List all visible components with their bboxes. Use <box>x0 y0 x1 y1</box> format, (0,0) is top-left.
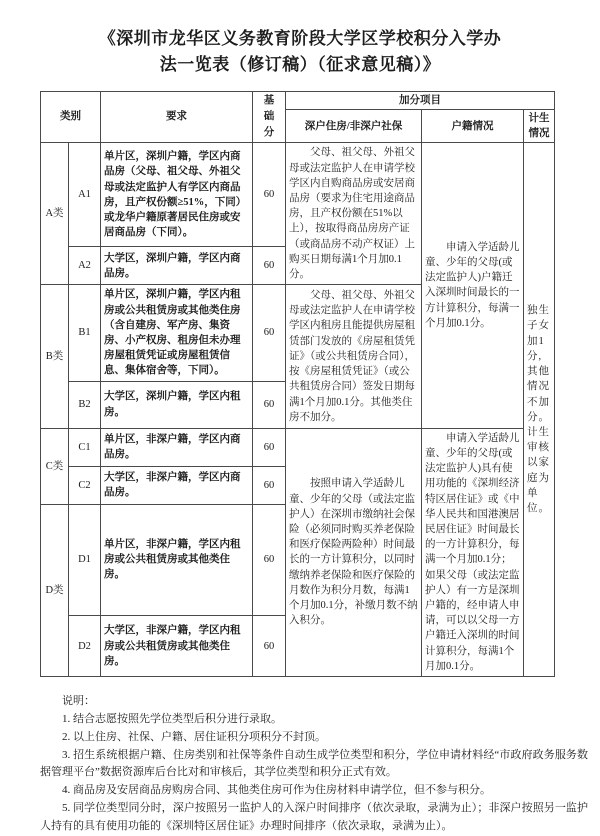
score-cell-c2: 60 <box>253 466 286 504</box>
notes-section <box>40 693 588 836</box>
code-cell-a2: A2 <box>69 247 101 285</box>
code-cell-d2: D2 <box>69 616 101 677</box>
bonus-family-planning-cell: 独生子女加1分,其他情况不加分。计生审核以家庭为单位。 <box>524 143 555 677</box>
req-cell-a2: 大学区，深圳户籍，学区内商品房。 <box>101 247 253 285</box>
bonus-household-ab-cell: 申请入学适龄儿童、少年的父母(或法定监护人)户籍迁入深圳时间最长的一方计算积分，每满一个月加0.1分。 <box>422 143 524 428</box>
score-cell-c1: 60 <box>253 428 286 466</box>
note-item-2: 2. 以上住房、社保、户籍、居住证积分项积分不封顶。 <box>62 730 326 743</box>
header-base-score-text: 基础分 <box>263 95 275 138</box>
header-housing-social: 深户住房/非深户社保 <box>286 109 422 142</box>
req-cell-a1: 单片区，深圳户籍，学区内商品房（父母、祖父母、外祖父母或法定监护人有学区内商品房，且产权份额≥51%，下同）或龙华户籍原著居民住房或安居商品房（下同）。 <box>101 143 253 247</box>
bonus-housing-b-cell: 父母、祖父母、外祖父母或法定监护人在申请学校学区内租房且能提供房屋租赁部门发放的《房屋租赁凭证》（或公共租赁房合同），按《房屋租赁凭证》（或公共租赁房合同）签发日期每满1个月加0.1分。其他类住房不加分。 <box>286 285 422 428</box>
code-cell-a1: A1 <box>69 143 101 247</box>
header-base-score <box>253 91 286 143</box>
group-label-a: A类 <box>41 143 69 285</box>
title-line-1: 《深圳市龙华区义务教育阶段大学区学校积分入学办 <box>98 29 502 48</box>
req-cell-b2: 大学区，深圳户籍，学区内租房。 <box>101 381 253 428</box>
score-cell-d2: 60 <box>253 616 286 677</box>
header-family-planning: 计生情况 <box>524 109 555 142</box>
policy-table <box>40 91 555 677</box>
header-bonus-items: 加分项目 <box>286 91 555 109</box>
note-item-4: 4. 商品房及安居商品房购房合同、其他类住房可作为住房材料申请学位，但不参与积分。 <box>62 784 491 797</box>
header-household: 户籍情况 <box>422 109 524 142</box>
document-title <box>32 26 568 79</box>
notes-label: 说明： <box>62 695 95 708</box>
req-cell-d2: 大学区，非深户籍，学区内租房或公共租赁房或其他类住房。 <box>101 616 253 677</box>
score-cell-a1: 60 <box>253 143 286 247</box>
code-cell-d1: D1 <box>69 504 101 616</box>
bonus-housing-a-cell: 父母、祖父母、外祖父母或法定监护人在申请学校学区内自购商品房或安居商品房（要求为住宅用途商品房，且产权份额在51%以上），按取得商品房房产证（或商品房不动产权证）上购买日期每满1个月加0.1分。 <box>286 143 422 285</box>
code-cell-c1: C1 <box>69 428 101 466</box>
code-cell-b1: B1 <box>69 285 101 381</box>
note-item-3: 3. 招生系统根据户籍、住房类别和社保等条件自动生成学位类型和积分，学位申请材料经“市政府政务服务数据管理平台”数据资源库后台比对和审核后，其学位类型和积分正式有效。 <box>40 748 588 779</box>
score-cell-b1: 60 <box>253 285 286 381</box>
score-cell-b2: 60 <box>253 381 286 428</box>
req-cell-b1: 单片区，深圳户籍，学区内租房或公共租赁房或其他类住房（含自建房、军产房、集资房、小产权房、租房但未办理房屋租赁凭证或房屋租赁信息、集体宿舍等，下同）。 <box>101 285 253 381</box>
req-cell-d1: 单片区，非深户籍，学区内租房或公共租赁房或其他类住房。 <box>101 504 253 616</box>
header-category: 类别 <box>41 91 101 143</box>
title-line-2: 法一览表（修订稿）（征求意见稿）》 <box>159 55 441 75</box>
note-item-5: 5. 同学位类型同分时，深户按照另一监护人的入深户时间排序（依次录取，录满为止）；非深户按照另一监护人持有的具有使用功能的《深圳特区居住证》办理时间排序（依次录取，录满为止）。 <box>40 802 588 832</box>
header-requirement: 要求 <box>101 91 253 143</box>
group-label-d: D类 <box>41 504 69 677</box>
score-cell-d1: 60 <box>253 504 286 616</box>
bonus-social-cd-cell: 按照申请入学适龄儿童、少年的父母（或法定监护人）在深圳市缴纳社会保险（必须同时购买养老保险和医疗保险两险种）时间最长的一方计算积分，以同时缴纳养老保险和医疗保险的月数作为积分月数，每满1个月加0.1分，补缴月数不纳入积分。 <box>286 428 422 677</box>
code-cell-c2: C2 <box>69 466 101 504</box>
group-label-b: B类 <box>41 285 69 428</box>
req-cell-c2: 大学区，非深户籍，学区内商品房。 <box>101 466 253 504</box>
code-cell-b2: B2 <box>69 381 101 428</box>
note-item-1: 1. 结合志愿按照先学位类型后积分进行录取。 <box>62 712 282 725</box>
table-row-c1 <box>41 428 555 466</box>
req-cell-c1: 单片区，非深户籍，学区内商品房。 <box>101 428 253 466</box>
score-cell-a2: 60 <box>253 247 286 285</box>
group-label-c: C类 <box>41 428 69 504</box>
bonus-household-cd-cell: 申请入学适龄儿童、少年的父母(或法定监护人)具有使用功能的《深圳经济特区居住证》或《中华人民共和国港澳居民居住证》时间最长的一方计算积分，每满一个月加0.1分；如果父母（或法定监护人）有一方是深圳户籍的，经申请人申请，可以以父母一方户籍迁入深圳的时间计算积分，每满1个月加0.1分。 <box>422 428 524 677</box>
table-row-a1 <box>41 143 555 247</box>
